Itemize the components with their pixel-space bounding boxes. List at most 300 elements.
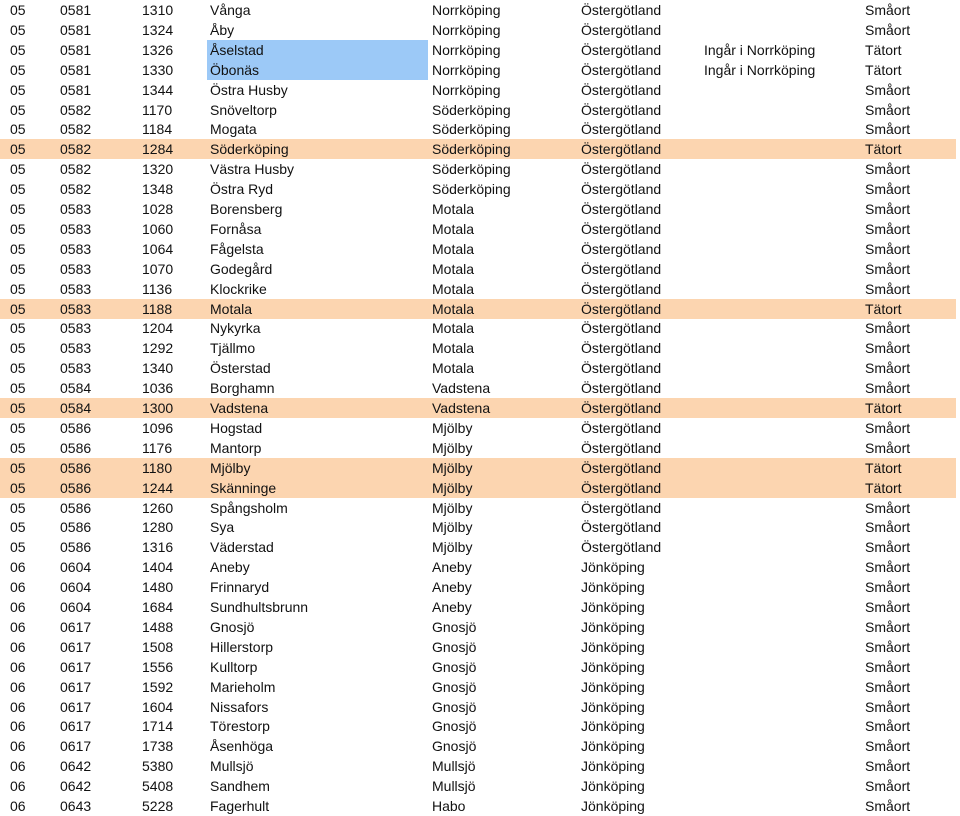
municipality-cell: Motala — [432, 320, 475, 337]
table-row — [0, 338, 956, 358]
table-row — [0, 617, 956, 637]
locality-name-cell: Snöveltorp — [210, 101, 277, 118]
table-row — [0, 259, 956, 279]
municipality-cell: Mjölby — [432, 419, 473, 436]
county-cell: Östergötland — [581, 121, 662, 138]
municipality-cell: Söderköping — [432, 161, 511, 178]
county-cell: Östergötland — [581, 161, 662, 178]
locality-type-cell: Småort — [865, 280, 911, 297]
locality-code-cell: 1604 — [142, 698, 174, 715]
county-cell: Östergötland — [581, 2, 662, 18]
municipality-code-cell: 0583 — [60, 240, 92, 257]
locality-name-cell: Frinnaryd — [210, 579, 270, 596]
table-row — [0, 100, 956, 120]
locality-code-cell: 1488 — [142, 618, 174, 635]
locality-type-cell: Småort — [865, 599, 911, 615]
county-cell: Jönköping — [581, 618, 645, 635]
note-cell: Ingår i Norrköping — [704, 61, 816, 78]
table-row — [0, 239, 956, 259]
locality-code-cell: 1284 — [142, 141, 174, 158]
locality-code-cell: 1738 — [142, 738, 174, 755]
lan-code-cell: 05 — [10, 240, 26, 257]
county-cell: Jönköping — [581, 798, 645, 814]
table-row — [0, 677, 956, 697]
locality-type-cell: Småort — [865, 21, 911, 38]
table-row — [0, 716, 956, 736]
locality-type-cell: Småort — [865, 439, 911, 456]
locality-code-cell: 1300 — [142, 400, 174, 416]
locality-name-cell: Mogata — [210, 121, 257, 138]
lan-code-cell: 05 — [10, 459, 26, 476]
locality-type-cell: Småort — [865, 161, 911, 178]
lan-code-cell: 05 — [10, 360, 26, 377]
county-cell: Östergötland — [581, 400, 662, 416]
locality-code-cell: 1292 — [142, 340, 174, 357]
locality-code-cell: 1064 — [142, 240, 174, 257]
locality-name-cell: Fornåsa — [210, 220, 262, 237]
table-row — [0, 40, 956, 60]
locality-code-cell: 1244 — [142, 479, 174, 496]
lan-code-cell: 05 — [10, 320, 26, 337]
county-cell: Östergötland — [581, 240, 662, 257]
locality-name-cell: Klockrike — [210, 280, 267, 297]
lan-code-cell: 06 — [10, 778, 26, 795]
locality-name-cell: Mjölby — [210, 459, 251, 476]
locality-code-cell: 1060 — [142, 220, 174, 237]
lan-code-cell: 06 — [10, 798, 26, 814]
locality-code-cell: 1508 — [142, 638, 174, 655]
locality-code-cell: 1260 — [142, 499, 174, 516]
municipality-cell: Aneby — [432, 599, 472, 615]
table-row — [0, 438, 956, 458]
county-cell: Jönköping — [581, 698, 645, 715]
locality-code-cell: 1280 — [142, 519, 174, 536]
locality-type-cell: Småort — [865, 121, 911, 138]
table-row — [0, 398, 956, 418]
lan-code-cell: 05 — [10, 81, 26, 98]
municipality-code-cell: 0582 — [60, 141, 92, 158]
locality-name-cell: Söderköping — [210, 141, 289, 158]
municipality-cell: Gnosjö — [432, 718, 477, 735]
locality-code-cell: 1176 — [142, 439, 173, 456]
locality-name-cell: Borghamn — [210, 380, 275, 397]
lan-code-cell: 05 — [10, 519, 26, 536]
locality-name-cell: Borensberg — [210, 201, 283, 217]
county-cell: Östergötland — [581, 220, 662, 237]
locality-name-cell: Vånga — [210, 2, 251, 18]
municipality-code-cell: 0583 — [60, 300, 92, 317]
county-cell: Östergötland — [581, 539, 662, 556]
lan-code-cell: 06 — [10, 698, 26, 715]
locality-code-cell: 1330 — [142, 61, 174, 78]
lan-code-cell: 06 — [10, 678, 26, 695]
lan-code-cell: 05 — [10, 439, 26, 456]
table-row — [0, 478, 956, 498]
lan-code-cell: 05 — [10, 260, 26, 277]
lan-code-cell: 05 — [10, 201, 26, 217]
locality-name-cell: Gnosjö — [210, 618, 255, 635]
locality-code-cell: 1184 — [142, 121, 173, 138]
municipality-cell: Söderköping — [432, 101, 511, 118]
locality-code-cell: 1714 — [142, 718, 174, 735]
locality-type-cell: Småort — [865, 798, 911, 814]
municipality-code-cell: 0582 — [60, 121, 92, 138]
municipality-code-cell: 0583 — [60, 220, 92, 237]
county-cell: Östergötland — [581, 141, 662, 158]
county-cell: Östergötland — [581, 479, 662, 496]
locality-name-cell: Fagerhult — [210, 798, 270, 814]
lan-code-cell: 06 — [10, 718, 26, 735]
locality-name-cell: Sundhultsbrunn — [210, 599, 309, 615]
municipality-cell: Motala — [432, 280, 475, 297]
municipality-cell: Gnosjö — [432, 658, 477, 675]
lan-code-cell: 05 — [10, 479, 26, 496]
municipality-code-cell: 0617 — [60, 638, 92, 655]
municipality-cell: Norrköping — [432, 21, 501, 38]
locality-code-cell: 1348 — [142, 181, 174, 198]
municipality-code-cell: 0586 — [60, 459, 92, 476]
lan-code-cell: 06 — [10, 599, 26, 615]
table-row — [0, 418, 956, 438]
locality-name-cell: Åsenhöga — [210, 738, 274, 755]
county-cell: Östergötland — [581, 201, 662, 217]
locality-type-cell: Tätort — [865, 141, 902, 158]
locality-type-cell: Småort — [865, 201, 911, 217]
county-cell: Östergötland — [581, 459, 662, 476]
county-cell: Östergötland — [581, 260, 662, 277]
county-cell: Jönköping — [581, 559, 645, 576]
locality-code-cell: 1180 — [142, 459, 173, 476]
county-cell: Östergötland — [581, 419, 662, 436]
locality-name-cell: Hillerstorp — [210, 638, 274, 655]
locality-type-cell: Småort — [865, 579, 911, 596]
municipality-cell: Gnosjö — [432, 638, 477, 655]
municipality-cell: Motala — [432, 260, 475, 277]
county-cell: Östergötland — [581, 499, 662, 516]
municipality-cell: Norrköping — [432, 41, 501, 58]
locality-type-cell: Småort — [865, 360, 911, 377]
locality-type-cell: Småort — [865, 101, 911, 118]
locality-name-cell: Nissafors — [210, 698, 269, 715]
municipality-code-cell: 0584 — [60, 380, 92, 397]
locality-code-cell: 1096 — [142, 419, 174, 436]
table-row — [0, 159, 956, 179]
municipality-code-cell: 0586 — [60, 499, 92, 516]
county-cell: Jönköping — [581, 599, 645, 615]
municipality-code-cell: 0583 — [60, 280, 92, 297]
table-row — [0, 0, 956, 20]
municipality-code-cell: 0581 — [60, 2, 92, 18]
municipality-cell: Habo — [432, 798, 466, 814]
municipality-cell: Mjölby — [432, 439, 473, 456]
locality-name-cell: Hogstad — [210, 419, 263, 436]
municipality-code-cell: 0583 — [60, 340, 92, 357]
table-row — [0, 378, 956, 398]
locality-type-cell: Småort — [865, 638, 911, 655]
locality-type-cell: Småort — [865, 260, 911, 277]
locality-code-cell: 1170 — [142, 101, 173, 118]
locality-type-cell: Småort — [865, 778, 911, 795]
municipality-code-cell: 0582 — [60, 161, 92, 178]
locality-name-cell: Östra Husby — [210, 81, 288, 98]
table-row — [0, 756, 956, 776]
table-row — [0, 179, 956, 199]
locality-type-cell: Småort — [865, 220, 911, 237]
county-cell: Östergötland — [581, 181, 662, 198]
lan-code-cell: 05 — [10, 340, 26, 357]
lan-code-cell: 05 — [10, 141, 26, 158]
county-cell: Östergötland — [581, 21, 662, 38]
municipality-code-cell: 0617 — [60, 698, 92, 715]
lan-code-cell: 06 — [10, 559, 26, 576]
locality-name-cell: Åby — [210, 21, 235, 38]
county-cell: Östergötland — [581, 360, 662, 377]
municipality-cell: Norrköping — [432, 2, 501, 18]
locality-type-cell: Tätort — [865, 400, 902, 416]
locality-type-cell: Småort — [865, 340, 911, 357]
county-cell: Jönköping — [581, 758, 645, 775]
table-row — [0, 119, 956, 139]
locality-name-cell: Kulltorp — [210, 658, 258, 675]
municipality-code-cell: 0617 — [60, 658, 92, 675]
lan-code-cell: 06 — [10, 579, 26, 596]
municipality-code-cell: 0581 — [60, 21, 92, 38]
locality-code-cell: 1316 — [142, 539, 174, 556]
locality-type-cell: Småort — [865, 499, 911, 516]
table-row — [0, 637, 956, 657]
table-row — [0, 199, 956, 219]
municipality-cell: Söderköping — [432, 141, 511, 158]
table-row — [0, 776, 956, 796]
lan-code-cell: 06 — [10, 758, 26, 775]
municipality-code-cell: 0642 — [60, 778, 92, 795]
lan-code-cell: 05 — [10, 280, 26, 297]
locality-name-cell: Vadstena — [210, 400, 269, 416]
locality-name-cell: Skänninge — [210, 479, 277, 496]
lan-code-cell: 05 — [10, 21, 26, 38]
lan-code-cell: 05 — [10, 41, 26, 58]
table-row — [0, 498, 956, 518]
county-cell: Östergötland — [581, 439, 662, 456]
lan-code-cell: 06 — [10, 638, 26, 655]
locality-code-cell: 1592 — [142, 678, 174, 695]
lan-code-cell: 05 — [10, 380, 26, 397]
municipality-cell: Norrköping — [432, 81, 501, 98]
municipality-code-cell: 0583 — [60, 320, 92, 337]
locality-type-cell: Småort — [865, 559, 911, 576]
municipality-code-cell: 0586 — [60, 479, 92, 496]
locality-type-cell: Småort — [865, 81, 911, 98]
municipality-code-cell: 0581 — [60, 81, 92, 98]
locality-code-cell: 1028 — [142, 201, 174, 217]
locality-type-cell: Småort — [865, 758, 911, 775]
table-row — [0, 279, 956, 299]
locality-type-cell: Småort — [865, 618, 911, 635]
locality-type-cell: Småort — [865, 658, 911, 675]
locality-code-cell: 1324 — [142, 21, 174, 38]
locality-name-cell: Tjällmo — [210, 340, 256, 357]
municipality-code-cell: 0586 — [60, 519, 92, 536]
table-row — [0, 299, 956, 319]
locality-code-cell: 1404 — [142, 559, 174, 576]
municipality-cell: Vadstena — [432, 380, 491, 397]
lan-code-cell: 05 — [10, 300, 26, 317]
municipality-code-cell: 0643 — [60, 798, 92, 814]
municipality-cell: Mullsjö — [432, 758, 476, 775]
locality-name-cell: Väderstad — [210, 539, 274, 556]
locality-type-cell: Tätort — [865, 459, 902, 476]
county-cell: Jönköping — [581, 658, 645, 675]
lan-code-cell: 05 — [10, 2, 26, 18]
municipality-cell: Mjölby — [432, 479, 473, 496]
municipality-cell: Gnosjö — [432, 618, 477, 635]
table-row — [0, 358, 956, 378]
municipality-code-cell: 0582 — [60, 181, 92, 198]
locality-type-cell: Småort — [865, 240, 911, 257]
locality-code-cell: 1320 — [142, 161, 174, 178]
locality-name-cell: Mullsjö — [210, 758, 254, 775]
municipality-code-cell: 0583 — [60, 260, 92, 277]
locality-name-cell: Nykyrka — [210, 320, 261, 337]
municipality-code-cell: 0581 — [60, 41, 92, 58]
municipality-cell: Motala — [432, 300, 475, 317]
municipality-cell: Mjölby — [432, 519, 473, 536]
table-row — [0, 20, 956, 40]
locality-name-cell: Törestorp — [210, 718, 270, 735]
municipality-cell: Aneby — [432, 579, 472, 596]
table-row — [0, 139, 956, 159]
locality-name-cell: Aneby — [210, 559, 250, 576]
municipality-code-cell: 0584 — [60, 400, 92, 416]
table-row — [0, 318, 956, 338]
locality-code-cell: 1480 — [142, 579, 174, 596]
municipality-code-cell: 0617 — [60, 738, 92, 755]
county-cell: Östergötland — [581, 300, 662, 317]
lan-code-cell: 05 — [10, 61, 26, 78]
locality-name-cell: Öbonäs — [207, 60, 428, 80]
municipality-code-cell: 0617 — [60, 678, 92, 695]
locality-type-cell: Småort — [865, 181, 911, 198]
municipality-cell: Vadstena — [432, 400, 491, 416]
note-cell: Ingår i Norrköping — [704, 41, 816, 58]
table-row — [0, 697, 956, 717]
lan-code-cell: 05 — [10, 101, 26, 118]
municipality-cell: Gnosjö — [432, 738, 477, 755]
county-cell: Jönköping — [581, 778, 645, 795]
locality-name-cell: Västra Husby — [210, 161, 295, 178]
lan-code-cell: 05 — [10, 400, 26, 416]
county-cell: Östergötland — [581, 41, 662, 58]
municipality-code-cell: 0617 — [60, 718, 92, 735]
lan-code-cell: 05 — [10, 181, 26, 198]
lan-code-cell: 05 — [10, 121, 26, 138]
locality-code-cell: 5380 — [142, 758, 174, 775]
municipality-cell: Mjölby — [432, 539, 473, 556]
lan-code-cell: 06 — [10, 658, 26, 675]
county-cell: Östergötland — [581, 280, 662, 297]
table-row — [0, 458, 956, 478]
locality-type-cell: Småort — [865, 380, 911, 397]
locality-code-cell: 1188 — [142, 300, 173, 317]
table-row — [0, 657, 956, 677]
locality-code-cell: 5228 — [142, 798, 174, 814]
municipality-code-cell: 0581 — [60, 61, 92, 78]
table-row — [0, 537, 956, 557]
municipality-code-cell: 0586 — [60, 439, 92, 456]
locality-name-cell: Godegård — [210, 260, 273, 277]
municipality-code-cell: 0583 — [60, 360, 92, 377]
locality-code-cell: 1556 — [142, 658, 174, 675]
county-cell: Östergötland — [581, 320, 662, 337]
locality-name-cell: Motala — [210, 300, 253, 317]
locality-code-cell: 1036 — [142, 380, 174, 397]
locality-type-cell: Tätort — [865, 479, 902, 496]
locality-code-cell: 1070 — [142, 260, 174, 277]
municipality-code-cell: 0604 — [60, 579, 92, 596]
county-cell: Jönköping — [581, 738, 645, 755]
locality-type-cell: Småort — [865, 678, 911, 695]
table-row — [0, 577, 956, 597]
county-cell: Östergötland — [581, 519, 662, 536]
county-cell: Jönköping — [581, 579, 645, 596]
locality-name-cell: Spångsholm — [210, 499, 288, 516]
locality-code-cell: 1340 — [142, 360, 174, 377]
municipality-cell: Motala — [432, 360, 475, 377]
locality-code-cell: 1326 — [142, 41, 174, 58]
table-row — [0, 219, 956, 239]
municipality-cell: Söderköping — [432, 181, 511, 198]
municipality-cell: Norrköping — [432, 61, 501, 78]
locality-name-cell: Mantorp — [210, 439, 262, 456]
lan-code-cell: 06 — [10, 618, 26, 635]
locality-code-cell: 1344 — [142, 81, 174, 98]
locality-type-cell: Tätort — [865, 61, 902, 78]
lan-code-cell: 05 — [10, 539, 26, 556]
county-cell: Jönköping — [581, 678, 645, 695]
municipality-code-cell: 0604 — [60, 599, 92, 615]
municipality-cell: Mjölby — [432, 499, 473, 516]
locality-name-cell: Sandhem — [210, 778, 270, 795]
municipality-code-cell: 0586 — [60, 419, 92, 436]
table-row — [0, 517, 956, 537]
table-row — [0, 60, 956, 80]
municipality-cell: Gnosjö — [432, 678, 477, 695]
municipality-cell: Gnosjö — [432, 698, 477, 715]
county-cell: Östergötland — [581, 101, 662, 118]
table-row — [0, 736, 956, 756]
municipality-cell: Aneby — [432, 559, 472, 576]
lan-code-cell: 05 — [10, 161, 26, 178]
locality-type-cell: Småort — [865, 698, 911, 715]
locality-name-cell: Åselstad — [207, 40, 428, 60]
locality-type-cell: Småort — [865, 419, 911, 436]
locality-code-cell: 1684 — [142, 599, 174, 615]
municipality-code-cell: 0583 — [60, 201, 92, 217]
locality-name-cell: Österstad — [210, 360, 271, 377]
locality-code-cell: 5408 — [142, 778, 174, 795]
county-cell: Jönköping — [581, 638, 645, 655]
county-cell: Östergötland — [581, 340, 662, 357]
table-row — [0, 597, 956, 617]
locality-type-cell: Småort — [865, 519, 911, 536]
table-row — [0, 80, 956, 100]
lan-code-cell: 05 — [10, 220, 26, 237]
locality-type-cell: Småort — [865, 539, 911, 556]
locality-name-cell: Sya — [210, 519, 235, 536]
locality-type-cell: Tätort — [865, 300, 902, 317]
county-cell: Östergötland — [581, 81, 662, 98]
table-row — [0, 796, 956, 816]
